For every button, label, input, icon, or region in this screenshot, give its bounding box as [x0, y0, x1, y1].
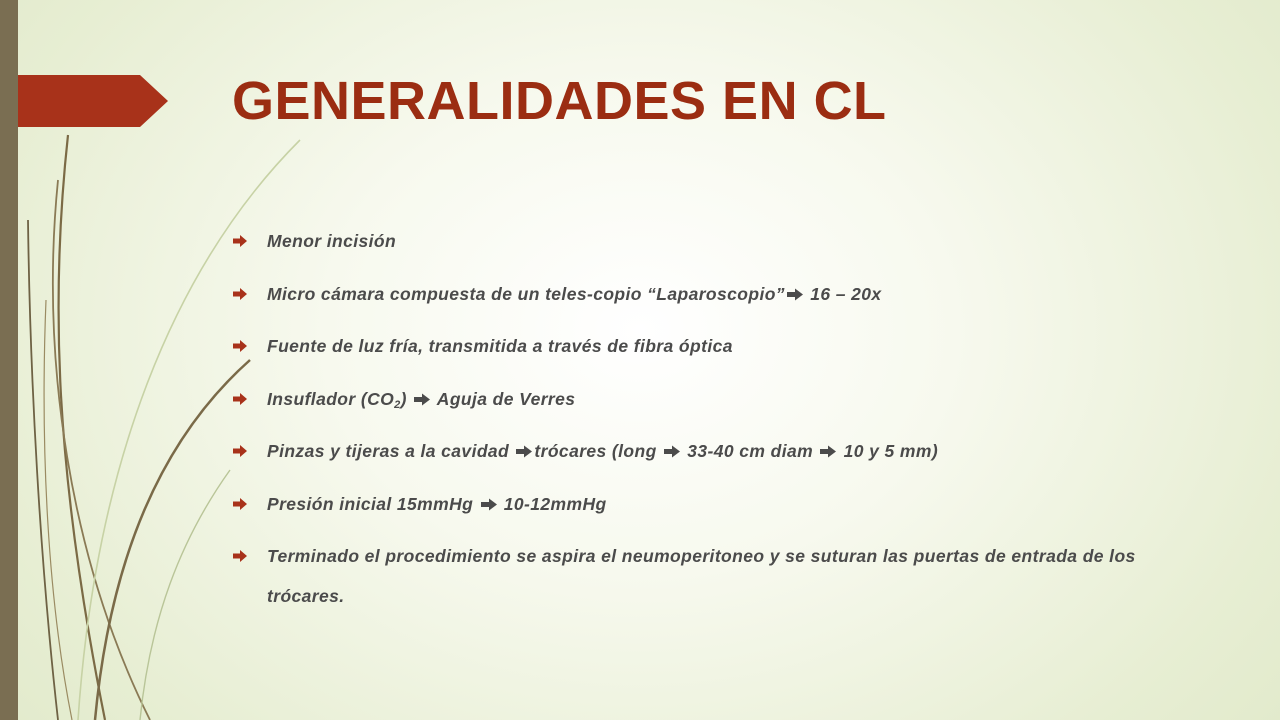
right-arrow-icon	[515, 445, 533, 458]
bullet-text-part: Insuflador (CO	[267, 388, 395, 409]
slide-title: GENERALIDADES EN CL	[232, 71, 887, 131]
arrow-bullet-icon	[232, 286, 248, 302]
right-arrow-icon	[480, 498, 498, 511]
arrow-bullet-icon	[232, 233, 248, 249]
bullet-text	[267, 494, 607, 514]
bullet-text-part: trócares (long	[534, 441, 662, 461]
bullet-text-part: 10 y 5 mm)	[838, 441, 939, 461]
right-arrow-icon	[663, 445, 681, 458]
right-arrow-icon	[786, 288, 804, 301]
bullet-text-part: Pinzas y tijeras a la cavidad	[267, 441, 515, 461]
subscript: 2	[394, 398, 401, 411]
bullet-item	[232, 228, 1162, 254]
bullet-text-part: )	[400, 388, 413, 409]
bullet-item	[232, 386, 1162, 412]
bullet-item	[232, 536, 1162, 616]
bullet-text-part: 16 – 20x	[804, 283, 882, 304]
bullet-text	[267, 284, 882, 304]
bullet-text-part: 33-40 cm diam	[681, 441, 819, 461]
arrow-bullet-icon	[232, 391, 248, 407]
bullet-item	[232, 491, 1162, 517]
right-arrow-icon	[413, 393, 431, 406]
bullet-text-part: Presión inicial 15mmHg	[267, 493, 479, 514]
bullet-item	[232, 281, 1162, 307]
bullet-text-part: Aguja de Verres	[432, 388, 576, 409]
bullet-item	[232, 333, 1162, 359]
right-arrow-icon	[819, 445, 837, 458]
bullet-text	[267, 441, 938, 461]
arrow-bullet-icon	[232, 338, 248, 354]
arrow-bullet-icon	[232, 496, 248, 512]
bullet-list	[232, 228, 1162, 643]
arrow-bullet-icon	[232, 443, 248, 459]
bullet-text: Fuente de luz fría, transmitida a través de fibra óptica	[267, 336, 733, 356]
bullet-text: Menor incisión	[267, 231, 397, 251]
bullet-text-part: Micro cámara compuesta de un teles-copio “Laparoscopio”	[267, 283, 785, 304]
bullet-text-part: 10-12mmHg	[498, 493, 607, 514]
title-accent-tab	[18, 75, 168, 127]
bullet-text	[267, 389, 575, 409]
bullet-item	[232, 438, 1162, 464]
bullet-text: Terminado el procedimiento se aspira el neumoperitoneo y se suturan las puertas de entrada de los trócares.	[267, 546, 1136, 606]
arrow-bullet-icon	[232, 548, 248, 564]
